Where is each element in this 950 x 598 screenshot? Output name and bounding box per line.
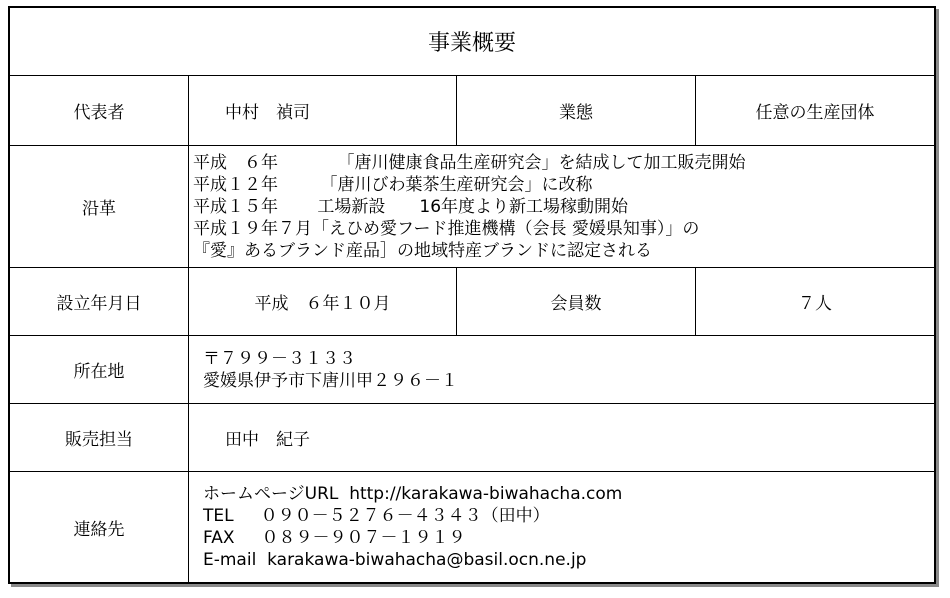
- homepage-line[interactable]: ホームページURL http://karakawa-biwahacha.com: [203, 484, 623, 504]
- representative-value: 中村 禎司: [225, 103, 310, 123]
- email-line[interactable]: E-mail karakawa-biwahacha@basil.ocn.ne.jp: [203, 550, 587, 570]
- members-value: ７人: [798, 294, 832, 314]
- established-value: 平成 ６年１０月: [254, 294, 391, 314]
- business-type-value: 任意の生産団体: [755, 103, 875, 123]
- history-label: 沿革: [82, 199, 116, 219]
- business-overview-table: [8, 6, 936, 584]
- history-line: 平成１５年 工場新設 16年度より新工場稼動開始: [193, 196, 629, 217]
- history-line: 平成 ６年 「唐川健康食品生産研究会」を結成して加工販売開始: [193, 152, 746, 173]
- members-label: 会員数: [550, 294, 602, 314]
- history-line: 『愛』あるブランド産品］の地域特産ブランドに認定される: [193, 240, 652, 261]
- fax-line: FAX ０８９－９０７－１９１９: [203, 528, 466, 548]
- address-text: [203, 336, 933, 403]
- phone-line: TEL ０９０－５２７６－４３４３（田中）: [203, 506, 550, 526]
- table-title: 事業概要: [427, 31, 516, 56]
- representative-label: 代表者: [73, 103, 125, 123]
- address-line: 愛媛県伊予市下唐川甲２９６－１: [203, 370, 458, 391]
- sales-contact-label: 販売担当: [65, 430, 133, 450]
- address-label: 所在地: [73, 362, 125, 382]
- sales-contact-value: 田中 紀子: [225, 430, 310, 450]
- history-text: [193, 146, 933, 267]
- history-line: 平成１９年７月「えひめ愛フード推進機構（会長 愛媛県知事）」の: [193, 218, 700, 239]
- business-type-label: 業態: [559, 103, 593, 123]
- contact-label: 連絡先: [73, 519, 125, 540]
- history-line: 平成１２年 「唐川びわ葉茶生産研究会」に改称: [193, 174, 593, 195]
- established-label: 設立年月日: [56, 294, 142, 314]
- address-line: 〒７９９－３１３３: [203, 348, 356, 369]
- contact-text: [203, 472, 933, 582]
